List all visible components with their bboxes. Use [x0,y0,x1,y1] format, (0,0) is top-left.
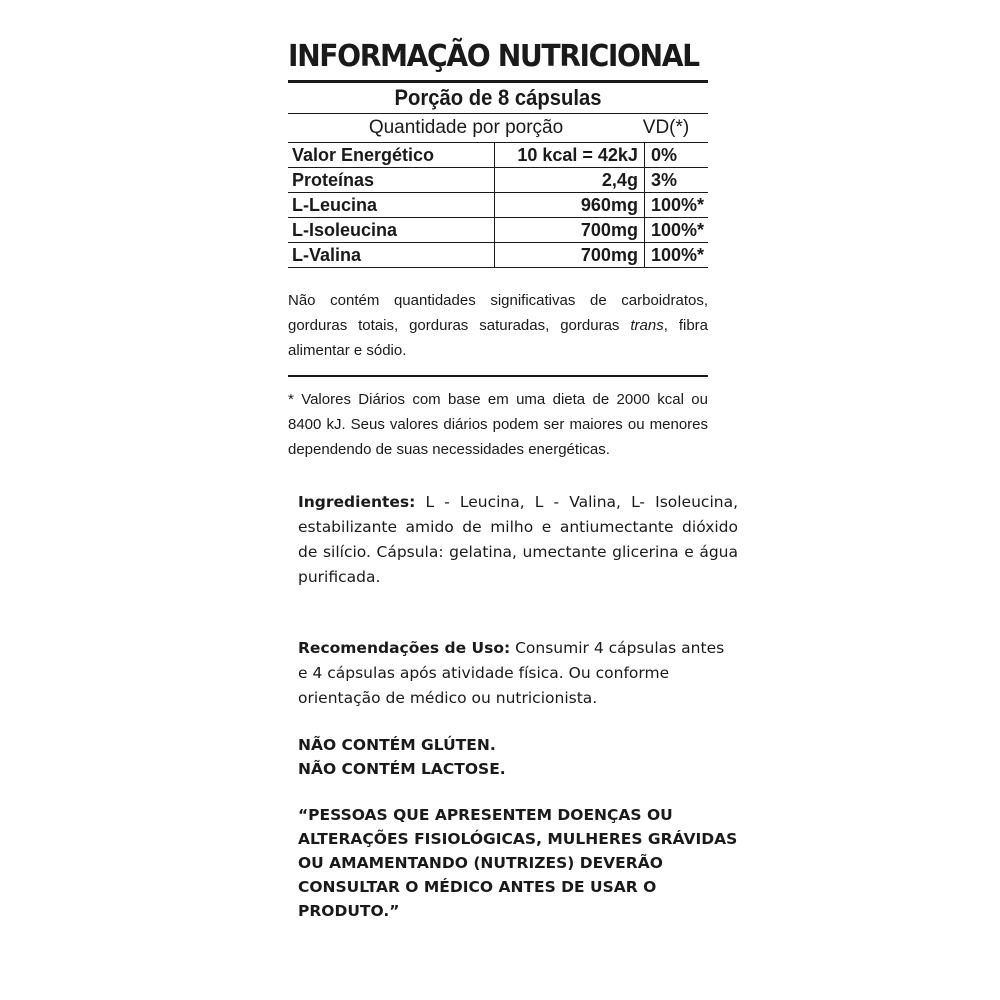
nutrient-dv: 100%* [644,218,708,243]
quantity-header: Quantidade por porção [368,117,564,138]
nutrient-amount: 700mg [494,243,644,268]
nutrient-amount: 2,4g [494,168,644,193]
nutrient-dv: 3% [644,168,708,193]
table-row [288,218,708,243]
warning-line: OU AMAMENTANDO (NUTRIZES) DEVERÃO [298,854,663,872]
ingredients-text: L - Leucina, L - Valina, L- Isoleucina, estabilizante amido de milho e antiumectante dióxido de silício. Cápsula: gelatina, umectante glicerina e água purificada. [298,493,738,586]
warning-line: “PESSOAS QUE APRESENTEM DOENÇAS OU [298,806,673,824]
nutrient-name: Proteínas [288,168,494,193]
daily-values-note: * Valores Diários com base em uma dieta de 2000 kcal ou 8400 kJ. Seus valores diários podem ser maiores ou menores dependendo de suas necessidades energéticas. [288,391,708,458]
gluten-free-notice: NÃO CONTÉM GLÚTEN. [298,736,496,754]
note-text-end: , fibra alimentar e sódio. [288,317,709,359]
dv-header: VD(*) [642,117,690,138]
warning-line: CONSULTAR O MÉDICO ANTES DE USAR O [298,878,657,896]
table-row [288,243,708,268]
nutrient-dv: 100%* [644,193,708,218]
nutrition-table [288,142,708,268]
nutrient-amount: 10 kcal = 42kJ [494,143,644,168]
nutrient-amount: 700mg [494,218,644,243]
nutrition-title: INFORMAÇÃO NUTRICIONAL [288,39,699,74]
warning-line: ALTERAÇÕES FISIOLÓGICAS, MULHERES GRÁVIDAS [298,830,738,848]
table-row [288,143,708,168]
note-text-start: Não contém quantidades significativas de carboidratos, gorduras totais, gorduras saturadas, gorduras [288,292,708,334]
note-text-italic: trans [630,317,664,334]
nutrient-name: L-Isoleucina [288,218,494,243]
usage-paragraph [298,636,738,711]
warning-line: PRODUTO.” [298,902,400,920]
not-significant-note [288,288,708,377]
ingredients-paragraph [298,490,738,590]
usage-text: Consumir 4 cápsulas antes e 4 cápsulas após atividade física. Ou conforme orientação de médico ou nutricionista. [298,639,725,707]
nutrition-facts-panel [288,40,708,462]
nutrient-name: Valor Energético [288,143,494,168]
serving-size: Porção de 8 cápsulas [394,85,602,110]
nutrient-name: L-Leucina [288,193,494,218]
table-header [288,114,708,142]
nutrient-dv: 100%* [644,243,708,268]
nutrient-name: L-Valina [288,243,494,268]
usage-label: Recomendações de Uso: [298,639,511,657]
ingredients-label: Ingredientes: [298,493,416,511]
table-row [288,193,708,218]
table-row [288,168,708,193]
nutrient-dv: 0% [644,143,708,168]
lactose-free-notice: NÃO CONTÉM LACTOSE. [298,760,506,778]
nutrient-amount: 960mg [494,193,644,218]
